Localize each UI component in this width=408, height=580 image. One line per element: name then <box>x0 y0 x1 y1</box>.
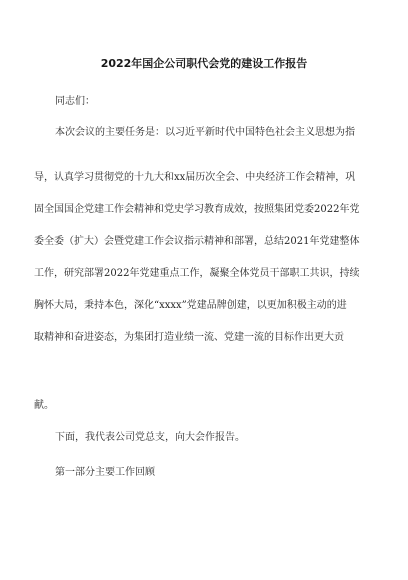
paragraph: 下面，我代表公司党总支，向大会作报告。 <box>55 432 245 443</box>
paragraph-line: 导，认真学习贯彻党的十九大和xx届历次全会、中央经济工作会精神，巩 <box>34 172 356 183</box>
paragraph-line: 固全国国企党建工作会精神和党史学习教育成效，按照集团党委2022年党 <box>34 204 360 215</box>
section-heading: 第一部分主要工作回顾 <box>55 467 155 478</box>
paragraph-line: 本次会议的主要任务是：以习近平新时代中国特色社会主义思想为指 <box>55 127 355 138</box>
paragraph-line: 献。 <box>34 400 54 411</box>
paragraph-line: 工作，研究部署2022年党建重点工作，凝聚全体党员干部职工共识，持续 <box>34 268 360 279</box>
document-title: 2022年国企公司职代会党的建设工作报告 <box>100 57 308 70</box>
paragraph-line: 取精神和奋进姿态，为集团打造业绩一流、党建一流的目标作出更大贡 <box>34 332 344 343</box>
paragraph-line: 委全委（扩大）会暨党建工作会议指示精神和部署，总结2021年党建整体 <box>34 236 360 247</box>
paragraph-line: 胸怀大局，秉持本色，深化“xxxx”党建品牌创建，以更加积极主动的进 <box>34 300 347 311</box>
salutation: 同志们： <box>55 96 95 107</box>
